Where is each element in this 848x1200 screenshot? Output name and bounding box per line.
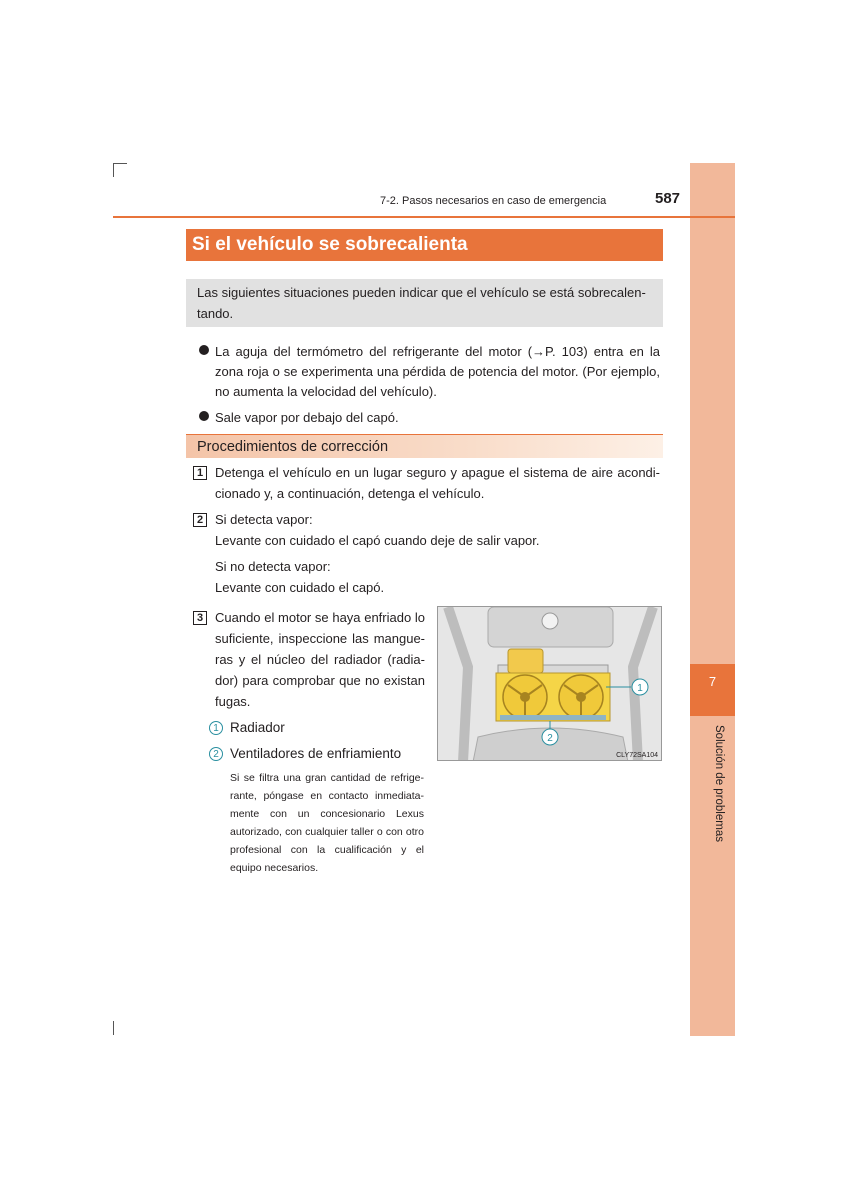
header-rule bbox=[113, 216, 735, 218]
warning-note: Si se filtra una gran cantidad de refrige-rante, póngase en contacto inmediata-mente con un concesionario Lexus autorizado, con cualquier taller o con otro profesional con la cualificación y el equipo necesarios. bbox=[230, 772, 424, 874]
crop-mark-top-left-v bbox=[113, 163, 114, 177]
crop-mark-bottom-left-v bbox=[113, 1021, 114, 1035]
chapter-number: 7 bbox=[708, 674, 717, 689]
chapter-side-tab bbox=[690, 163, 735, 1036]
step-number-3: 3 bbox=[193, 611, 207, 625]
legend-number-2: 2 bbox=[209, 747, 223, 761]
step-3-text: Cuando el motor se haya enfriado lo suficiente, inspeccione las mangue-ras y el núcleo del radiador (radia-dor) para comprobar que no existan fugas. bbox=[215, 610, 425, 709]
step-1-text: Detenga el vehículo en un lugar seguro y apague el sistema de aire acondi-cionado y, a continuación, detenga el vehículo. bbox=[215, 465, 660, 501]
legend-number-1: 1 bbox=[209, 721, 223, 735]
step-2-line-3: Si no detecta vapor: bbox=[215, 559, 331, 574]
chapter-number-tab bbox=[690, 664, 735, 716]
engine-bay-figure bbox=[437, 606, 662, 761]
step-number-1: 1 bbox=[193, 466, 207, 480]
engine-bay-illustration bbox=[438, 607, 662, 761]
figure-callout-1: 1 bbox=[637, 683, 643, 694]
running-head: 7-2. Pasos necesarios en caso de emergencia bbox=[380, 195, 607, 207]
step-2-line-2: Levante con cuidado el capó cuando deje de salir vapor. bbox=[215, 533, 540, 548]
step-number-2: 2 bbox=[193, 513, 207, 527]
bullet-text: La aguja del termómetro del refrigerante del motor (→P. 103) entra en la zona roja o se experimenta una pérdida de potencia del motor. (Por ejemplo, no aumenta la velocidad del vehículo). bbox=[215, 344, 660, 399]
section-title-text: Si el vehículo se sobrecalienta bbox=[192, 234, 468, 255]
chapter-title: Solución de problemas bbox=[713, 725, 725, 842]
procedure-title-text: Procedimientos de corrección bbox=[197, 438, 389, 455]
bullet-text: Sale vapor por debajo del capó. bbox=[215, 410, 399, 425]
bullet-dot-icon bbox=[199, 411, 209, 421]
crop-mark-top-left-h bbox=[113, 163, 127, 164]
legend-label-2: Ventiladores de enfriamiento bbox=[230, 746, 402, 761]
page-number: 587 bbox=[655, 190, 681, 207]
section-title bbox=[186, 229, 663, 261]
figure-code: CLY72SA104 bbox=[616, 752, 658, 759]
figure-callout-2: 2 bbox=[547, 733, 553, 744]
legend-label-1: Radiador bbox=[230, 720, 285, 735]
procedure-title bbox=[186, 434, 663, 458]
step-2-line-4: Levante con cuidado el capó. bbox=[215, 580, 385, 595]
intro-box: Las siguientes situaciones pueden indicar que el vehículo se está sobrecalen-tando. bbox=[186, 279, 663, 327]
step-2-line-1: Si detecta vapor: bbox=[215, 512, 313, 527]
bullet-dot-icon bbox=[199, 345, 209, 355]
